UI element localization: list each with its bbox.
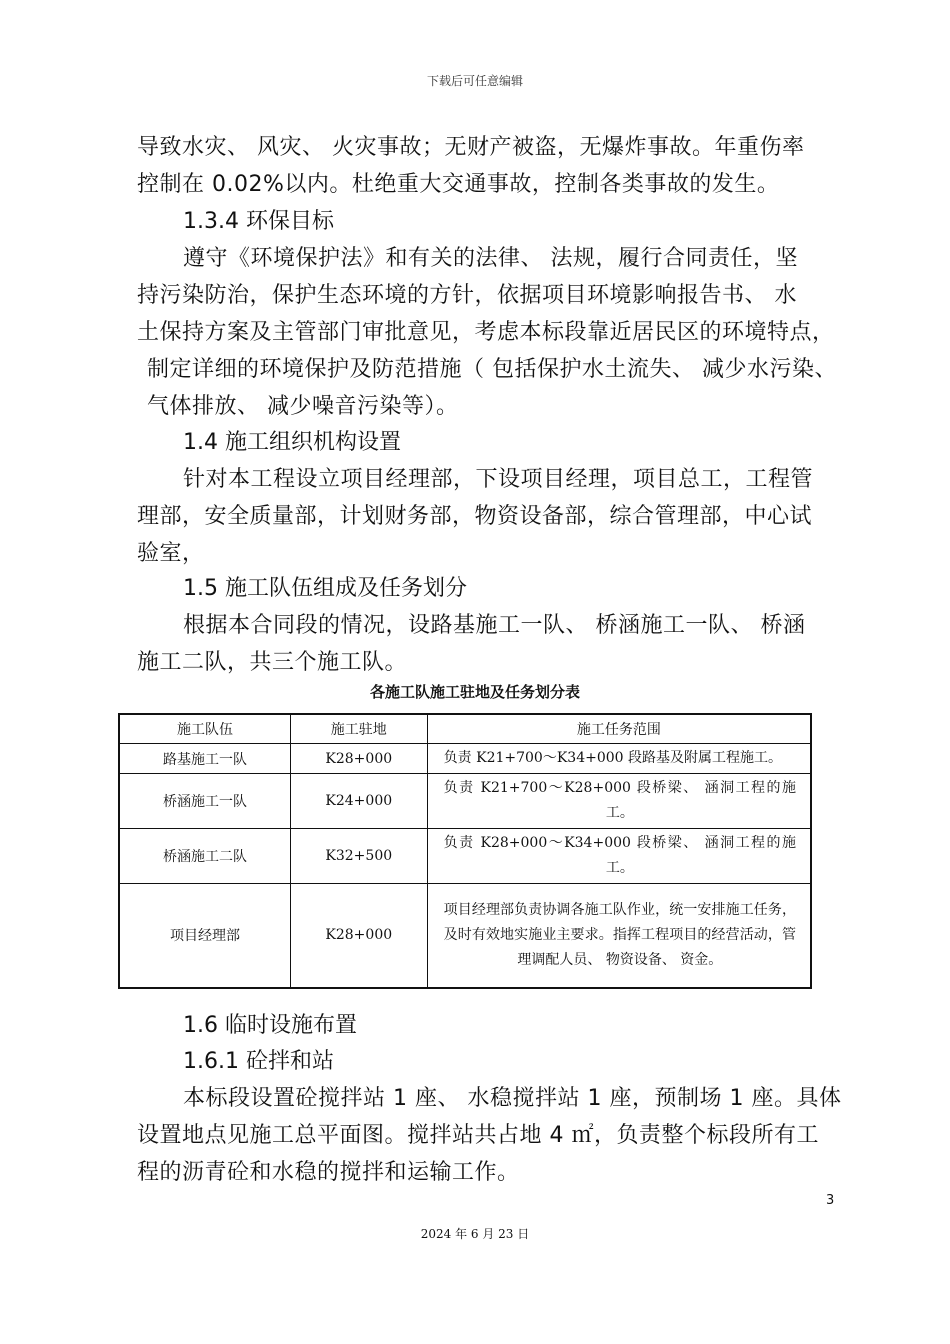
table-row bbox=[119, 829, 811, 884]
environment-paragraph bbox=[137, 240, 837, 425]
table-row bbox=[119, 884, 811, 988]
scope-cell: 负责 K21+700～K28+000 段桥梁、 涵洞工程的施工。 bbox=[427, 774, 811, 829]
text-line: 遵守《环境保护法》和有关的法律、 法规，履行合同责任，坚 bbox=[183, 246, 798, 271]
scope-cell: 项目经理部负责协调各施工队作业，统一安排施工任务，及时有效地实施业主要求。指挥工程项目的经营活动，管理调配人员、 物资设备、 资金。 bbox=[427, 884, 811, 988]
section-heading-1-3-4: 1.3.4 环保目标 bbox=[183, 209, 334, 234]
text-line: 土保持方案及主管部门审批意见，考虑本标段靠近居民区的环境特点， bbox=[137, 320, 835, 345]
text-line: 根据本合同段的情况，设路基施工一队、 桥涵施工一队、 桥涵 bbox=[183, 613, 806, 638]
teams-paragraph bbox=[137, 607, 837, 681]
page-header: 下载后可任意编辑 bbox=[426, 74, 523, 88]
column-header-station: 施工驻地 bbox=[290, 714, 427, 744]
scope-cell: 负责 K21+700～K34+000 段路基及附属工程施工。 bbox=[427, 744, 811, 774]
intro-paragraph bbox=[137, 129, 837, 203]
team-cell: 项目经理部 bbox=[119, 884, 290, 988]
team-cell: 桥涵施工一队 bbox=[119, 774, 290, 829]
section-heading-1-5: 1.5 施工队伍组成及任务划分 bbox=[183, 576, 467, 601]
page-number: 3 bbox=[826, 1193, 835, 1208]
station-cell: K28+000 bbox=[290, 744, 427, 774]
column-header-scope: 施工任务范围 bbox=[427, 714, 811, 744]
team-cell: 桥涵施工二队 bbox=[119, 829, 290, 884]
text-line: 持污染防治，保护生态环境的方针，依据项目环境影响报告书、 水 bbox=[137, 283, 797, 308]
task-division-table bbox=[118, 713, 812, 989]
station-cell: K24+000 bbox=[290, 774, 427, 829]
text-line: 设置地点见施工总平面图。搅拌站共占地 4 ㎡，负责整个标段所有工 bbox=[137, 1123, 819, 1148]
station-cell: K32+500 bbox=[290, 829, 427, 884]
table-row bbox=[119, 744, 811, 774]
table-title: 各施工队施工驻地及任务划分表 bbox=[369, 683, 580, 701]
table-row bbox=[119, 774, 811, 829]
station-cell: K28+000 bbox=[290, 884, 427, 988]
section-heading-1-6: 1.6 临时设施布置 bbox=[183, 1013, 357, 1038]
mixing-station-paragraph bbox=[137, 1080, 842, 1191]
text-line: 导致水灾、 风灾、 火灾事故；无财产被盗，无爆炸事故。年重伤率 bbox=[137, 135, 805, 160]
organization-paragraph bbox=[137, 461, 837, 572]
text-line: 制定详细的环境保护及防范措施（ 包括保护水土流失、 减少水污染、 bbox=[147, 357, 837, 382]
text-line: 验室， bbox=[137, 541, 205, 566]
section-heading-1-6-1: 1.6.1 砼拌和站 bbox=[183, 1049, 334, 1074]
text-line: 针对本工程设立项目经理部，下设项目经理，项目总工，工程管 bbox=[183, 467, 814, 492]
text-line: 程的沥青砼和水稳的搅拌和运输工作。 bbox=[137, 1160, 520, 1185]
scope-cell: 负责 K28+000～K34+000 段桥梁、 涵洞工程的施工。 bbox=[427, 829, 811, 884]
text-line: 本标段设置砼搅拌站 1 座、 水稳搅拌站 1 座，预制场 1 座。具体 bbox=[183, 1086, 842, 1111]
text-line: 施工二队，共三个施工队。 bbox=[137, 650, 408, 675]
column-header-team: 施工队伍 bbox=[119, 714, 290, 744]
page-footer-date: 2024 年 6 月 23 日 bbox=[420, 1227, 530, 1241]
table-header-row bbox=[119, 714, 811, 744]
text-line: 气体排放、 减少噪音污染等）。 bbox=[147, 394, 459, 419]
section-heading-1-4: 1.4 施工组织机构设置 bbox=[183, 430, 401, 455]
text-line: 控制在 0.02%以内。杜绝重大交通事故，控制各类事故的发生。 bbox=[137, 172, 780, 197]
team-cell: 路基施工一队 bbox=[119, 744, 290, 774]
text-line: 理部，安全质量部，计划财务部，物资设备部，综合管理部，中心试 bbox=[137, 504, 813, 529]
